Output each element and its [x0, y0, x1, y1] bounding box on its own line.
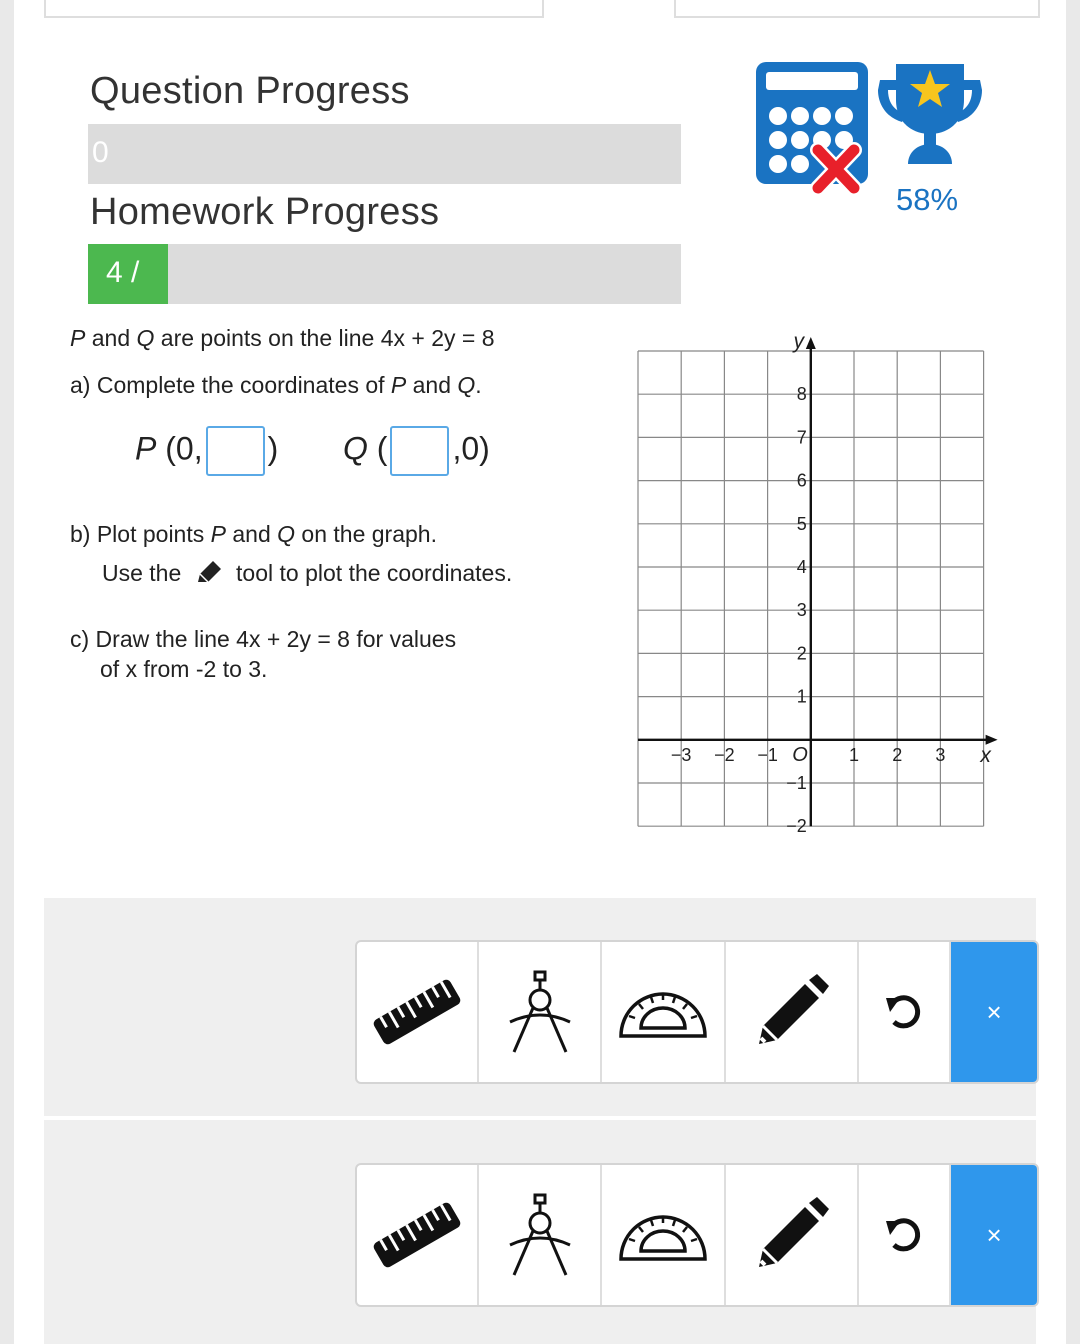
origin-label: O	[792, 743, 808, 766]
compass-icon	[500, 1187, 580, 1283]
top-card-right	[674, 0, 1040, 18]
p-y-answer-box[interactable]	[206, 426, 265, 476]
homework-progress-title: Homework Progress	[90, 191, 440, 233]
compass-tool-button[interactable]	[479, 1165, 602, 1305]
ruler-icon	[369, 964, 465, 1060]
y-tick-label: 6	[796, 470, 807, 491]
undo-button[interactable]	[859, 942, 952, 1082]
x-tick-label: −1	[757, 744, 778, 765]
pencil-icon	[751, 1195, 831, 1275]
part-b-line2: Use the tool to plot the coordinates.	[102, 560, 513, 586]
close-toolbar-button[interactable]: ×	[951, 942, 1037, 1082]
undo-icon	[884, 1215, 924, 1255]
part-a-text: a) Complete the coordinates of P and Q.	[70, 372, 482, 398]
compass-tool-button[interactable]	[479, 942, 602, 1082]
pencil-tool-button[interactable]	[726, 1165, 859, 1305]
y-tick-label: 3	[796, 600, 807, 621]
part-c-line1: c) Draw the line 4x + 2y = 8 for values	[70, 626, 457, 652]
calculator-not-allowed-icon	[754, 60, 870, 200]
trophy-percent: 58%	[896, 182, 959, 217]
y-tick-label: −2	[786, 816, 807, 837]
question-progress-bar	[88, 124, 681, 184]
trophy-icon	[872, 60, 988, 170]
part-b-line1: b) Plot points P and Q on the graph.	[70, 521, 437, 547]
ruler-tool-button[interactable]	[357, 1165, 479, 1305]
y-tick-label: 8	[796, 384, 807, 405]
coordinate-q: Q ( ,0)	[343, 426, 490, 476]
y-tick-label: −1	[786, 773, 807, 793]
x-tick-label: 3	[935, 744, 946, 765]
y-tick-label: 5	[796, 513, 807, 534]
y-tick-label: 4	[796, 557, 807, 577]
x-tick-label: 2	[892, 744, 903, 765]
protractor-tool-button[interactable]	[602, 1165, 725, 1305]
left-gutter	[0, 0, 14, 1344]
pencil-tool-button[interactable]	[726, 942, 859, 1082]
coordinate-p: P (0, )	[135, 426, 278, 476]
y-axis-label: y	[793, 330, 805, 353]
pencil-icon	[751, 972, 831, 1052]
y-tick-label: 2	[796, 643, 807, 664]
q-x-answer-box[interactable]	[390, 426, 449, 476]
x-tick-label: 1	[848, 744, 860, 765]
toolbar-panel-1	[44, 898, 1036, 1116]
y-tick-label: 1	[796, 686, 807, 707]
close-toolbar-button[interactable]: ×	[951, 1165, 1037, 1305]
question-progress-title: Question Progress	[90, 70, 410, 112]
x-tick-label: −2	[714, 744, 735, 765]
homework-progress-value: 4 /	[106, 256, 140, 289]
protractor-icon	[615, 1195, 711, 1275]
question-intro: P and Q are points on the line 4x + 2y = 8	[70, 325, 495, 351]
part-c-line2: of x from -2 to 3.	[100, 656, 268, 682]
protractor-tool-button[interactable]	[602, 942, 725, 1082]
ruler-icon	[369, 1187, 465, 1283]
top-card-left	[44, 0, 544, 18]
protractor-icon	[615, 972, 711, 1052]
drawing-toolbar-1	[355, 940, 1039, 1084]
y-tick-label: 7	[796, 427, 807, 448]
coordinate-grid[interactable]	[630, 330, 1010, 840]
drawing-toolbar-2	[355, 1163, 1039, 1307]
homework-progress-bar	[88, 244, 681, 304]
compass-icon	[500, 964, 580, 1060]
question-progress-value: 0	[92, 136, 109, 169]
x-axis-label: x	[980, 743, 991, 767]
y-axis-arrow	[806, 337, 816, 349]
ruler-tool-button[interactable]	[357, 942, 479, 1082]
undo-button[interactable]	[859, 1165, 952, 1305]
toolbar-panel-2	[44, 1120, 1036, 1344]
undo-icon	[884, 992, 924, 1032]
right-gutter	[1066, 0, 1080, 1344]
x-tick-label: −3	[670, 744, 692, 765]
pencil-icon	[194, 559, 224, 585]
